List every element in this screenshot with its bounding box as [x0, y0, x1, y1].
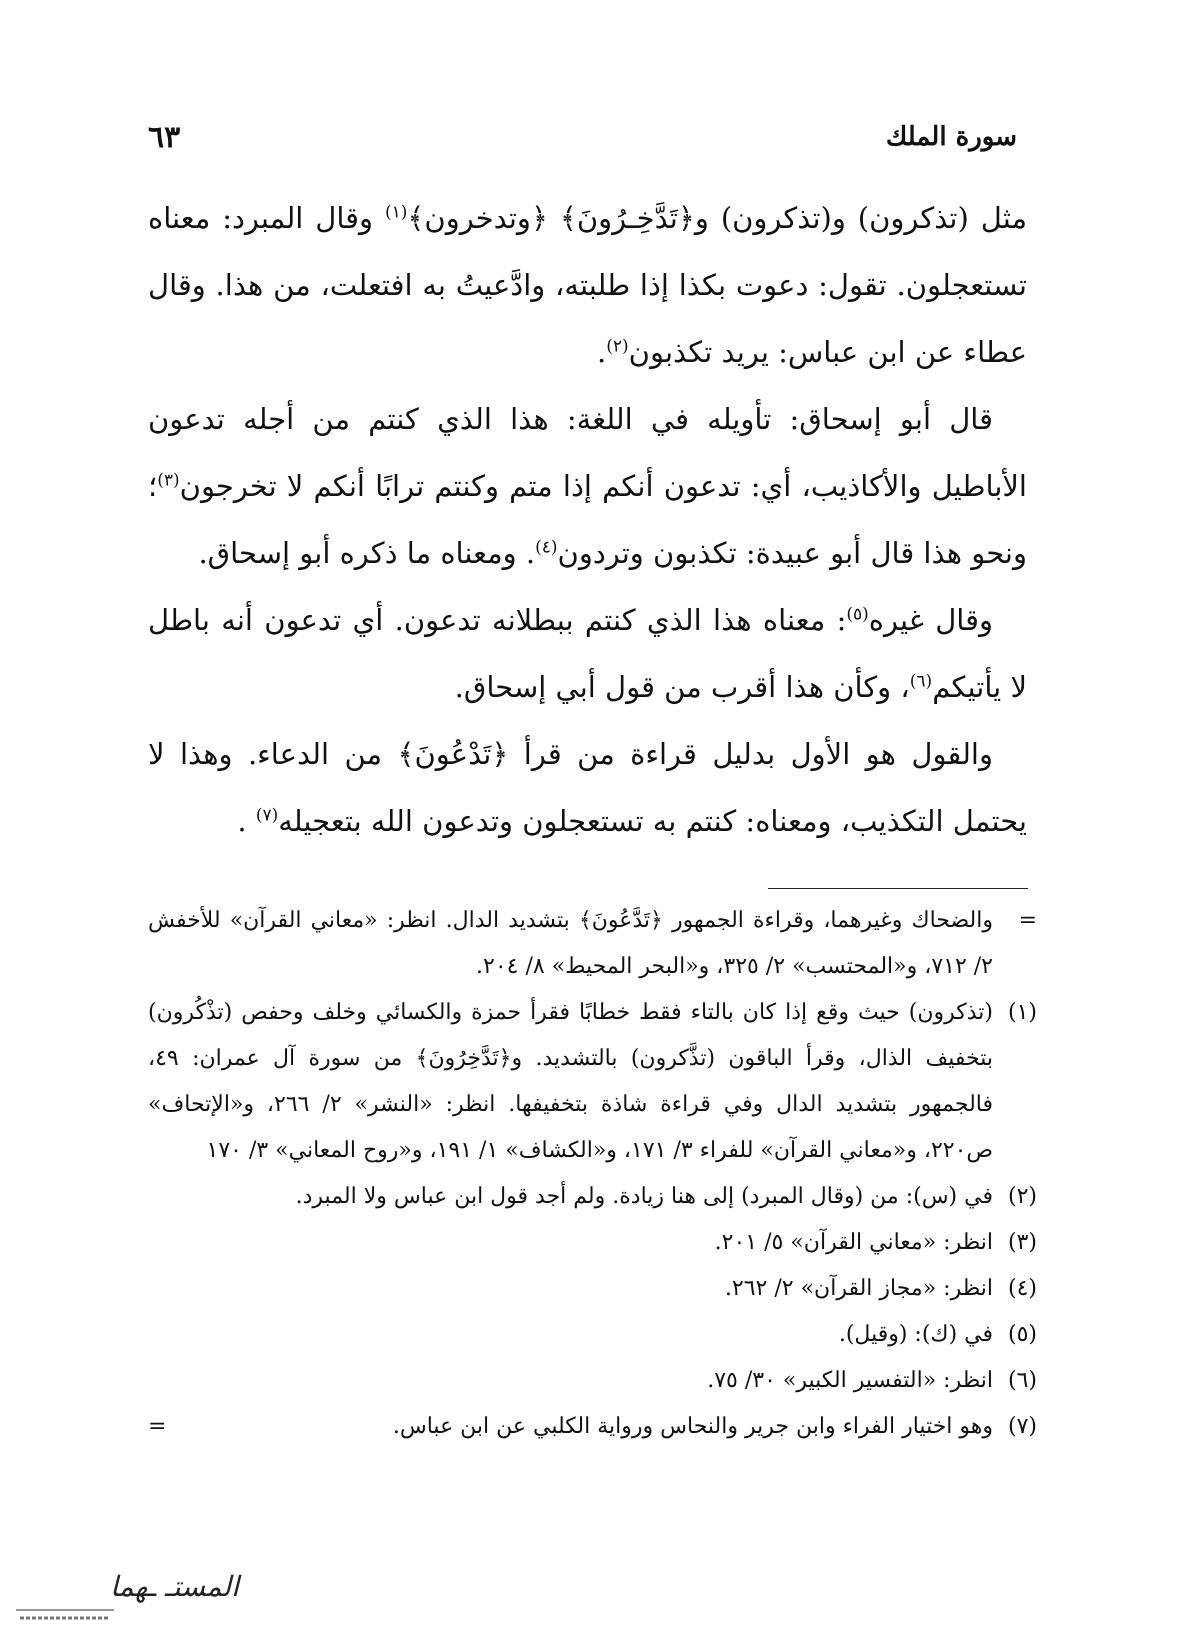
footnote-continuation: [148, 898, 1037, 990]
watermark-logo-icon: [10, 1560, 239, 1630]
continuation-mark: =: [148, 1414, 167, 1439]
text-run: . ومعناه ما ذكره أبو إسحاق.: [198, 536, 536, 570]
footnote-ref-1[interactable]: (١): [385, 202, 408, 223]
footnote-text: (تذكرون) حيث وقع إذا كان بالتاء فقط خطابًا فقرأ حمزة والكسائي وخلف وحفص (تذْكُرون) بتخفيف الذال، وقرأ الباقون (تذَّكرون) بالتشديد. و﴿تَدَّخِرُونَ﴾ من سورة آل عمران: ٤٩، فالجمهور بتشديد الدال وفي قراءة شاذة بتخفيفها. انظر: «النشر» ٢/ ٢٦٦، و«الإتحاف» ص٢٢٠، و«معاني القرآن» للفراء ٣/ ١٧١، و«الكشاف» ١/ ١٩١، و«روح المعاني» ٣/ ١٧٠: [148, 1000, 993, 1163]
footnote-mark: (٦): [1007, 1368, 1037, 1393]
logo-script: المستـ ـهما: [110, 1570, 239, 1603]
footnote-5: [148, 1312, 1037, 1358]
text-run: .: [237, 804, 256, 838]
text-run: .: [597, 335, 607, 369]
text-run: والقول هو الأول بدليل قراءة من قرأ ﴿تَدْعُونَ﴾ من الدعاء. وهذا لا يحتمل التكذيب، ومعناه: كنتم به تستعجلون وتدعون الله بتعجيله: [148, 737, 1027, 838]
footnote-text: والضحاك وغيرهما، وقراءة الجمهور ﴿تَدَّعُونَ﴾ بتشديد الدال. انظر: «معاني القرآن» للأخفش ٢/ ٧١٢، و«المحتسب» ٢/ ٣٢٥، و«البحر المحيط» ٨/ ٢٠٤.: [148, 908, 993, 979]
footnote-ref-4[interactable]: (٤): [535, 537, 558, 558]
footnote-2: [148, 1174, 1037, 1220]
footnote-mark: (٧): [1007, 1414, 1037, 1439]
footnote-ref-2[interactable]: (٢): [606, 336, 629, 357]
footnote-1: [148, 990, 1037, 1174]
paragraph-1: [148, 185, 1027, 386]
footnote-divider: [768, 888, 1028, 889]
text-run: مثل (تذكرون) و(تذكرون) و﴿تَدَّخِـرُونَ﴾ ﴿وتدخرون﴾: [407, 201, 1028, 235]
footnote-mark: (٣): [1007, 1230, 1037, 1255]
footnotes: [148, 898, 1037, 1450]
paragraph-2: [148, 386, 1027, 587]
footnote-mark: (٥): [1007, 1322, 1037, 1347]
footnote-text: وهو اختيار الفراء وابن جرير والنحاس ورواية الكلبي عن ابن عباس.: [392, 1414, 993, 1439]
footnote-text: انظر: «مجاز القرآن» ٢/ ٢٦٢.: [724, 1276, 993, 1301]
footnote-ref-5[interactable]: (٥): [846, 604, 869, 625]
footnote-6: [148, 1358, 1037, 1404]
footnote-mark: (٤): [1007, 1276, 1037, 1301]
text-run: وقال المبرد: معناه تستعجلون. تقول: دعوت بكذا إذا طلبته، وادَّعيتُ به افتعلت، من هذا. وقال عطاء عن ابن عباس: يريد تكذبون: [148, 201, 1027, 369]
paragraph-4: [148, 721, 1027, 855]
page-number: ٦٣: [148, 119, 181, 155]
surah-title: سورة الملك: [885, 122, 1017, 152]
footnote-mark: (٢): [1007, 1184, 1037, 1209]
text-run: ، وكأن هذا أقرب من قول أبي إسحاق.: [454, 670, 910, 704]
footnote-mark: (١): [1007, 1000, 1037, 1025]
footnote-ref-7[interactable]: (٧): [255, 805, 279, 826]
footnote-text: انظر: «معاني القرآن» ٥/ ٢٠١.: [714, 1230, 993, 1255]
page-header: [148, 112, 1017, 162]
footnote-text: انظر: «التفسير الكبير» ٣٠/ ٧٥.: [707, 1368, 993, 1393]
footnote-text: في (س): من (وقال المبرد) إلى هنا زيادة. ولم أجد قول ابن عباس ولا المبرد.: [295, 1184, 993, 1209]
footnote-text: في (ك): (وقيل).: [838, 1322, 993, 1347]
text-run: وقال غيره: [868, 603, 994, 637]
text-run: : معناه هذا الذي كنتم ببطلانه تدعون. أي تدعون أنه باطل لا يأتيكم: [148, 603, 1027, 704]
paragraph-3: [148, 587, 1027, 721]
main-text: [148, 185, 1027, 855]
continuation-mark: =: [1018, 908, 1037, 933]
footnote-7: [148, 1404, 1037, 1450]
footnote-ref-3[interactable]: (٣): [157, 470, 180, 491]
text-run: ؛ ونحو هذا قال أبو عبيدة: تكذبون وتردون: [148, 469, 1027, 570]
footnote-ref-6[interactable]: (٦): [909, 671, 933, 692]
footnote-text-wrap: [148, 1404, 993, 1450]
footnote-3: [148, 1220, 1037, 1266]
text-run: قال أبو إسحاق: تأويله في اللغة: هذا الذي كنتم من أجله تدعون الأباطيل والأكاذيب، أي: تدعون أنكم إذا متم وكنتم ترابًا أنكم لا تخرجون: [148, 402, 1027, 503]
footnote-4: [148, 1266, 1037, 1312]
